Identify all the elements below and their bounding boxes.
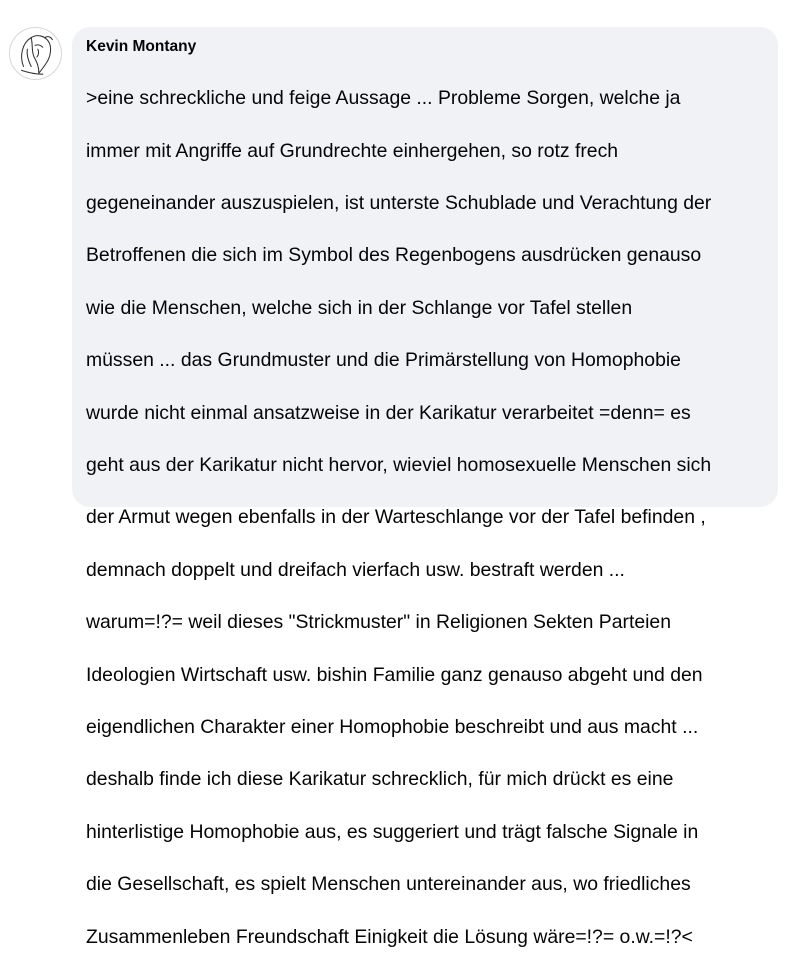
comment-line: gegeneinander auszuspielen, ist unterste Schublade und Verachtung der <box>86 192 712 215</box>
comment-line: Ideologien Wirtschaft usw. bishin Familie ganz genauso abgeht und den <box>86 663 703 686</box>
comment-line: geht aus der Karikatur nicht hervor, wieviel homosexuelle Menschen sich <box>86 454 712 477</box>
comment-line: warum=!?= weil dieses "Strickmuster" in Religionen Sekten Parteien <box>86 611 671 634</box>
comment-line: Betroffenen die sich im Symbol des Regenbogens ausdrücken genauso <box>86 244 702 267</box>
comment-line: die Gesellschaft, es spielt Menschen untereinander aus, wo friedliches <box>86 873 691 896</box>
comment-line: der Armut wegen ebenfalls in der Warteschlange vor der Tafel befinden , <box>86 506 706 529</box>
comment-line: wie die Menschen, welche sich in der Schlange vor Tafel stellen <box>86 296 633 319</box>
comment-line: müssen ... das Grundmuster und die Primärstellung von Homophobie <box>86 349 681 372</box>
comment-line: eigendlichen Charakter einer Homophobie beschreibt und aus macht ... <box>86 716 699 739</box>
comment-line: immer mit Angriffe auf Grundrechte einhergehen, so rotz frech <box>86 139 619 162</box>
comment-text <box>86 59 764 976</box>
comment-line: Zusammenleben Freundschaft Einigkeit die Lösung wäre=!?= o.w.=!?< <box>86 925 693 948</box>
comment-bubble <box>72 27 778 948</box>
comment-line: wurde nicht einmal ansatzweise in der Karikatur verarbeitet =denn= es <box>86 401 691 424</box>
comment-line: deshalb finde ich diese Karikatur schrecklich, für mich drückt es eine <box>86 768 674 791</box>
sketch-portrait-avatar-icon <box>10 28 61 79</box>
comment-line: hinterlistige Homophobie aus, es suggeriert und trägt falsche Signale in <box>86 820 699 843</box>
comment-line: >eine schreckliche und feige Aussage ... Probleme Sorgen, welche ja <box>86 87 681 110</box>
avatar[interactable] <box>9 27 62 80</box>
comment-author-link[interactable]: Kevin Montany <box>86 38 197 55</box>
comment-line: demnach doppelt und dreifach vierfach usw. bestraft werden ... <box>86 558 625 581</box>
